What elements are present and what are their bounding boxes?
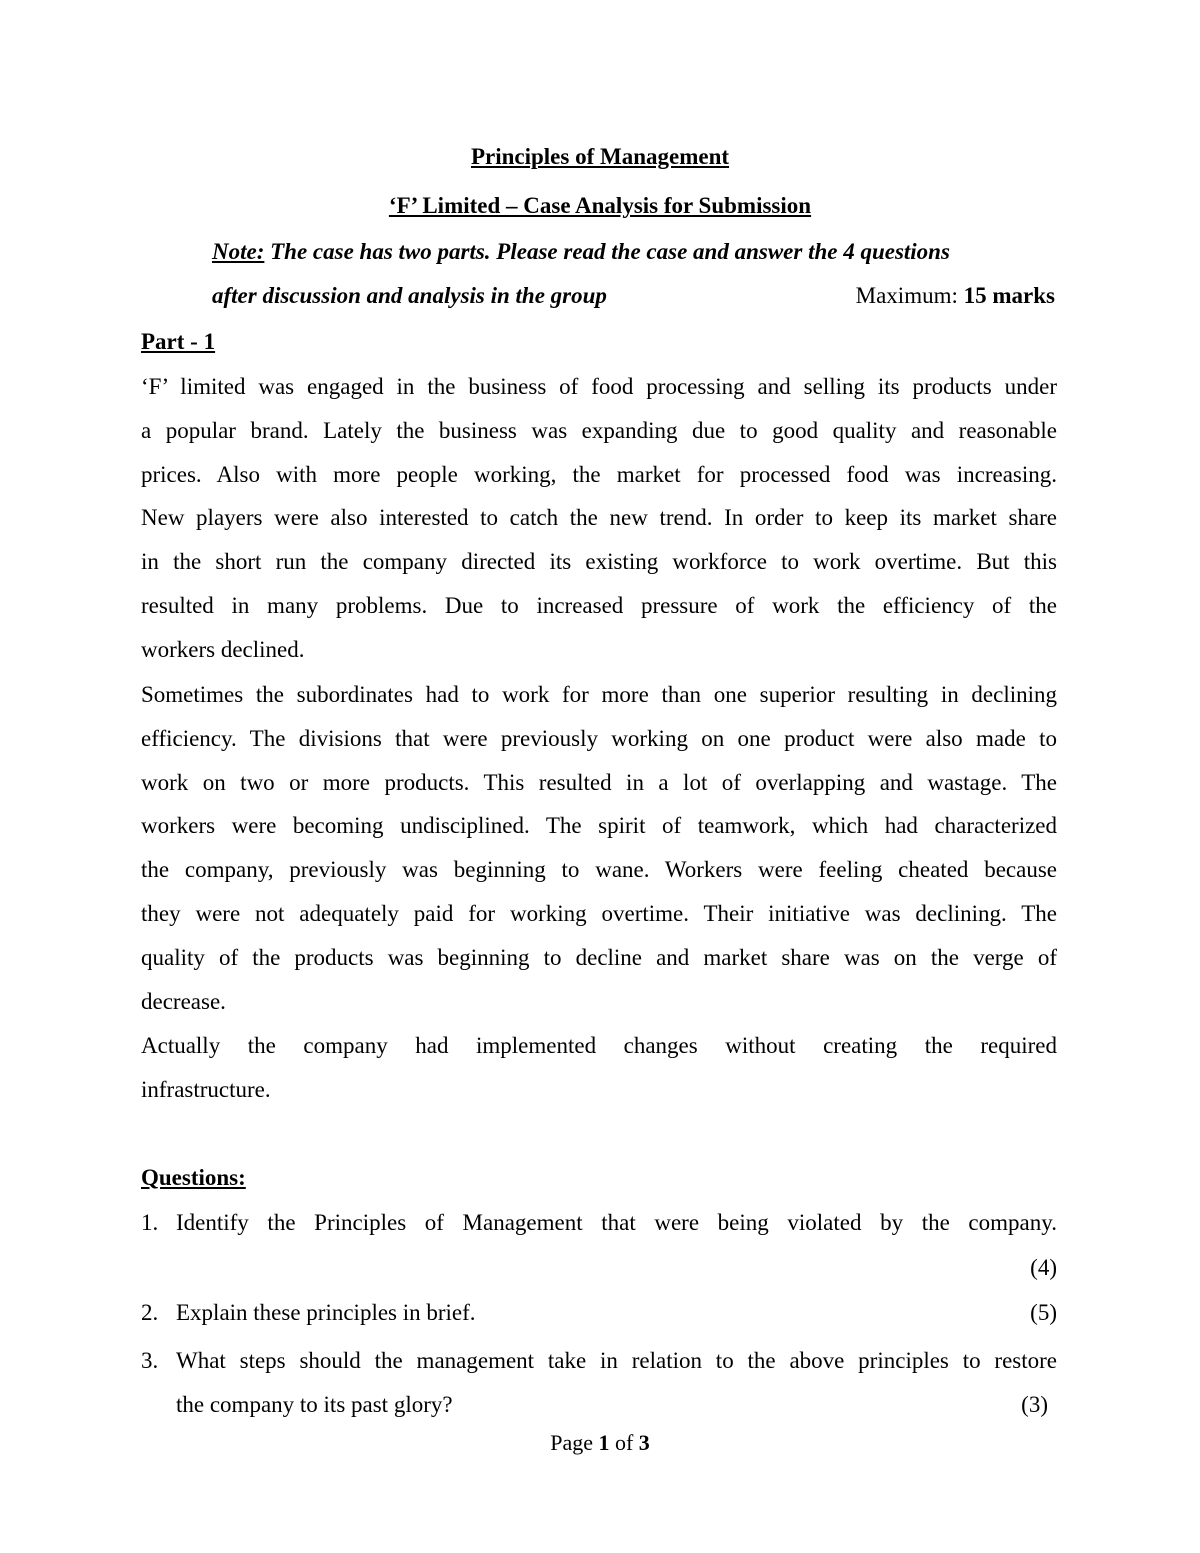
paragraph-2 bbox=[141, 673, 1057, 1023]
paragraph-line: prices. Also with more people working, the market for processed food was increasing. bbox=[141, 461, 1057, 487]
paragraph-line: work on two or more products. This resulted in a lot of overlapping and wastage. The bbox=[141, 769, 1057, 795]
question-marks: (3) bbox=[1021, 1392, 1048, 1417]
paragraph-3 bbox=[141, 1024, 1057, 1112]
note-text-1: The case has two parts. Please read the case and answer the 4 questions bbox=[270, 239, 950, 264]
paragraph-line: quality of the products was beginning to decline and market share was on the verge of bbox=[141, 944, 1057, 970]
document-subtitle: ‘F’ Limited – Case Analysis for Submission bbox=[388, 193, 812, 218]
paragraph-line: Actually the company had implemented changes without creating the required bbox=[141, 1033, 1057, 1058]
question-marks: (5) bbox=[1030, 1300, 1057, 1325]
paragraph-line: workers were becoming undisciplined. The spirit of teamwork, which had characterized bbox=[141, 813, 1057, 839]
max-marks bbox=[856, 283, 1055, 309]
note-label: Note: bbox=[212, 239, 265, 264]
paragraph-line: resulted in many problems. Due to increased pressure of work the efficiency of the bbox=[141, 592, 1057, 618]
of-label: of bbox=[614, 1430, 634, 1455]
max-label: Maximum: bbox=[855, 283, 958, 308]
question-text-line-1: What steps should the management take in relation to the above principles to restore bbox=[176, 1348, 1057, 1373]
page-number: 1 bbox=[598, 1430, 610, 1455]
note-text-2: after discussion and analysis in the group bbox=[212, 283, 607, 308]
part-1-heading: Part - 1 bbox=[141, 329, 216, 354]
question-text-line-2: the company to its past glory? bbox=[176, 1392, 453, 1417]
questions-heading: Questions: bbox=[141, 1165, 246, 1190]
question-text: Explain these principles in brief. bbox=[176, 1300, 476, 1325]
paragraph-line: New players were also interested to catch the new trend. In order to keep its market share bbox=[141, 505, 1057, 531]
page-label: Page bbox=[550, 1430, 593, 1455]
page-total: 3 bbox=[638, 1430, 650, 1455]
document-title: Principles of Management bbox=[470, 144, 730, 169]
question-number: 1. bbox=[141, 1210, 159, 1235]
question-text: Identify the Principles of Management that were being violated by the company. bbox=[176, 1210, 1057, 1235]
paragraph-1 bbox=[141, 365, 1057, 672]
page-footer bbox=[0, 1430, 1200, 1456]
question-marks: (4) bbox=[1030, 1255, 1057, 1280]
max-value: 15 marks bbox=[963, 283, 1055, 308]
paragraph-line: decrease. bbox=[141, 988, 226, 1014]
paragraph-line: efficiency. The divisions that were previously working on one product were also made to bbox=[141, 725, 1057, 751]
paragraph-line: workers declined. bbox=[141, 636, 305, 662]
question-number: 3. bbox=[141, 1348, 159, 1373]
paragraph-line: they were not adequately paid for working overtime. Their initiative was declining. The bbox=[141, 900, 1057, 926]
paragraph-line: ‘F’ limited was engaged in the business of food processing and selling its products under bbox=[141, 374, 1057, 399]
paragraph-line: infrastructure. bbox=[141, 1076, 271, 1102]
paragraph-line: a popular brand. Lately the business was expanding due to good quality and reasonable bbox=[141, 417, 1057, 443]
question-number: 2. bbox=[141, 1300, 159, 1325]
paragraph-line: in the short run the company directed its existing workforce to work overtime. But this bbox=[141, 549, 1057, 575]
paragraph-line: the company, previously was beginning to wane. Workers were feeling cheated because bbox=[141, 857, 1057, 883]
note-line-1 bbox=[212, 239, 950, 265]
paragraph-line: Sometimes the subordinates had to work for more than one superior resulting in declining bbox=[141, 682, 1057, 707]
